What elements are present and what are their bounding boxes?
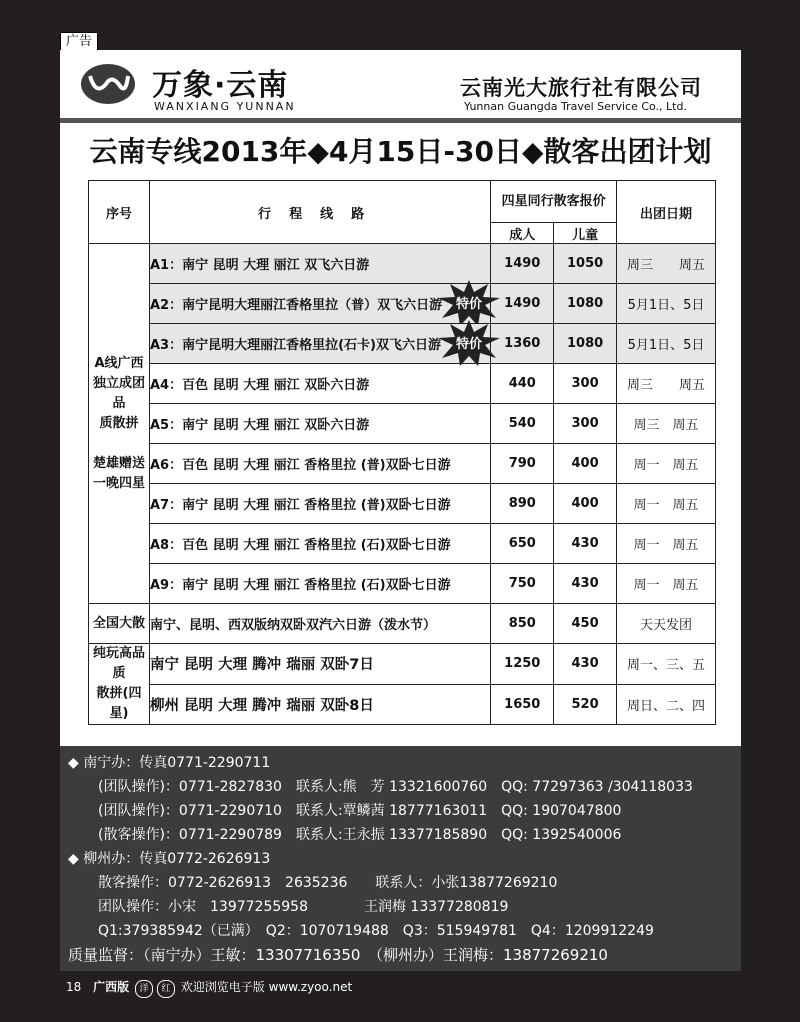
footer-url[interactable]: www.zyoo.net <box>268 980 353 994</box>
footer-note: 欢迎浏览电子版 <box>180 980 265 994</box>
page-title: 云南专线2013年◆4月15日-30日◆散客出团计划 <box>89 135 712 168</box>
edition-label: 广西版 <box>93 980 130 994</box>
departure-date: 周三 周五 <box>617 364 716 404</box>
header-child: 儿童 <box>554 223 617 244</box>
adult-price: 1360 <box>491 324 554 364</box>
contact-line: Q1:379385942（已满） Q2：1070719488 Q3：515949781 Q4：1209912249 <box>98 923 654 939</box>
departure-date: 天天发团 <box>617 604 716 644</box>
route-cell: A3：南宁昆明大理丽江香格里拉(石卡)双飞六日游 特价 <box>150 324 491 364</box>
departure-date: 周一 周五 <box>617 564 716 604</box>
route-cell: A7：南宁 昆明 大理 丽江 香格里拉 (普)双卧七日游 <box>150 484 491 524</box>
special-price-badge: 特价 <box>438 320 500 366</box>
adult-price: 790 <box>491 444 554 484</box>
table-row <box>89 524 716 564</box>
table-row <box>89 604 716 644</box>
contact-line: ◆ 柳州办：传真0772-2626913 <box>68 851 271 867</box>
ad-label: 广告 <box>60 32 98 52</box>
header-route: 行程线路 <box>150 181 491 244</box>
brand-logo-icon <box>80 62 136 106</box>
brand-seal: 洋 <box>135 980 153 998</box>
departure-date: 周一 周五 <box>617 484 716 524</box>
special-price-badge: 特价 <box>438 280 500 326</box>
child-price: 430 <box>554 644 617 685</box>
header-adult: 成人 <box>491 223 554 244</box>
group-label-a: A线广西 独立成团品 质散拼 楚雄赠送 一晚四星 <box>89 244 150 604</box>
table-row <box>89 244 716 284</box>
contact-panel <box>60 746 741 971</box>
adult-price: 440 <box>491 364 554 404</box>
table-row <box>89 364 716 404</box>
child-price: 1050 <box>554 244 617 284</box>
route-cell: 南宁 昆明 大理 腾冲 瑞丽 双卧7日 <box>150 644 491 685</box>
adult-price: 850 <box>491 604 554 644</box>
contact-line: ◆ 南宁办：传真0771-2290711 <box>68 755 271 771</box>
contact-line: 团队操作：小宋 13977255958 王润梅 13377280819 <box>98 899 509 915</box>
route-cell: A8：百色 昆明 大理 丽江 香格里拉 (石)双卧七日游 <box>150 524 491 564</box>
table-row <box>89 644 716 685</box>
route-cell: A9：南宁 昆明 大理 丽江 香格里拉 (石)双卧七日游 <box>150 564 491 604</box>
table-row <box>89 284 716 324</box>
child-price: 520 <box>554 684 617 725</box>
departure-date: 周三 周五 <box>617 404 716 444</box>
contact-line: (团队操作)：0771-2290710 联系人:覃鳞茜 18777163011 QQ: 1907047800 <box>98 803 622 819</box>
header <box>60 50 741 120</box>
child-price: 430 <box>554 564 617 604</box>
adult-price: 890 <box>491 484 554 524</box>
departure-date: 周一、三、五 <box>617 644 716 685</box>
brand-name: 万象·云南 <box>152 68 289 103</box>
child-price: 300 <box>554 364 617 404</box>
route-cell: A4：百色 昆明 大理 丽江 双卧六日游 <box>150 364 491 404</box>
departure-date: 5月1日、5日 <box>617 284 716 324</box>
departure-date: 周一 周五 <box>617 524 716 564</box>
route-cell: 柳州 昆明 大理 腾冲 瑞丽 双卧8日 <box>150 684 491 725</box>
footer <box>66 978 352 998</box>
page-number: 18 <box>66 980 82 994</box>
schedule-table <box>88 180 716 725</box>
departure-date: 周三 周五 <box>617 244 716 284</box>
header-seq: 序号 <box>89 181 150 244</box>
quality-supervision: 质量监督：（南宁办）王敏：13307716350 （柳州办）王润梅：13877269210 <box>68 946 608 964</box>
group-label-premium: 纯玩高品质 散拼(四星) <box>89 644 150 725</box>
header-date: 出团日期 <box>617 181 716 244</box>
contact-line: 散客操作：0772-2626913 2635236 联系人：小张13877269210 <box>98 875 558 891</box>
adult-price: 1250 <box>491 644 554 685</box>
brand-seal: 红 <box>157 980 175 998</box>
group-label-national: 全国大散 <box>89 604 150 644</box>
child-price: 300 <box>554 404 617 444</box>
adult-price: 650 <box>491 524 554 564</box>
route-cell: A1：南宁 昆明 大理 丽江 双飞六日游 <box>150 244 491 284</box>
child-price: 1080 <box>554 284 617 324</box>
adult-price: 1490 <box>491 284 554 324</box>
table-row <box>89 404 716 444</box>
child-price: 430 <box>554 524 617 564</box>
child-price: 400 <box>554 484 617 524</box>
adult-price: 750 <box>491 564 554 604</box>
table-row <box>89 684 716 725</box>
contact-line: (散客操作)：0771-2290789 联系人:王永振 13377185890 QQ: 1392540006 <box>98 827 622 843</box>
table-row <box>89 324 716 364</box>
departure-date: 周日、二、四 <box>617 684 716 725</box>
route-cell: 南宁、昆明、西双版纳双卧双汽六日游（泼水节） <box>150 604 491 644</box>
company-name: 云南光大旅行社有限公司 <box>460 76 702 100</box>
adult-price: 1650 <box>491 684 554 725</box>
divider <box>60 118 741 123</box>
company-name-en: Yunnan Guangda Travel Service Co., Ltd. <box>464 100 687 113</box>
table-row <box>89 564 716 604</box>
route-cell: A5：南宁 昆明 大理 丽江 双卧六日游 <box>150 404 491 444</box>
adult-price: 540 <box>491 404 554 444</box>
header-price: 四星同行散客报价 <box>491 181 617 223</box>
departure-date: 5月1日、5日 <box>617 324 716 364</box>
route-cell: A2：南宁昆明大理丽江香格里拉（普）双飞六日游 特价 <box>150 284 491 324</box>
table-row <box>89 444 716 484</box>
table-row <box>89 484 716 524</box>
child-price: 400 <box>554 444 617 484</box>
route-cell: A6：百色 昆明 大理 丽江 香格里拉 (普)双卧七日游 <box>150 444 491 484</box>
departure-date: 周一 周五 <box>617 444 716 484</box>
child-price: 450 <box>554 604 617 644</box>
child-price: 1080 <box>554 324 617 364</box>
adult-price: 1490 <box>491 244 554 284</box>
brand-name-en: WANXIANG YUNNAN <box>154 100 296 113</box>
contact-line: (团队操作)：0771-2827830 联系人:熊 芳 13321600760 QQ: 77297363 /304118033 <box>98 779 693 795</box>
